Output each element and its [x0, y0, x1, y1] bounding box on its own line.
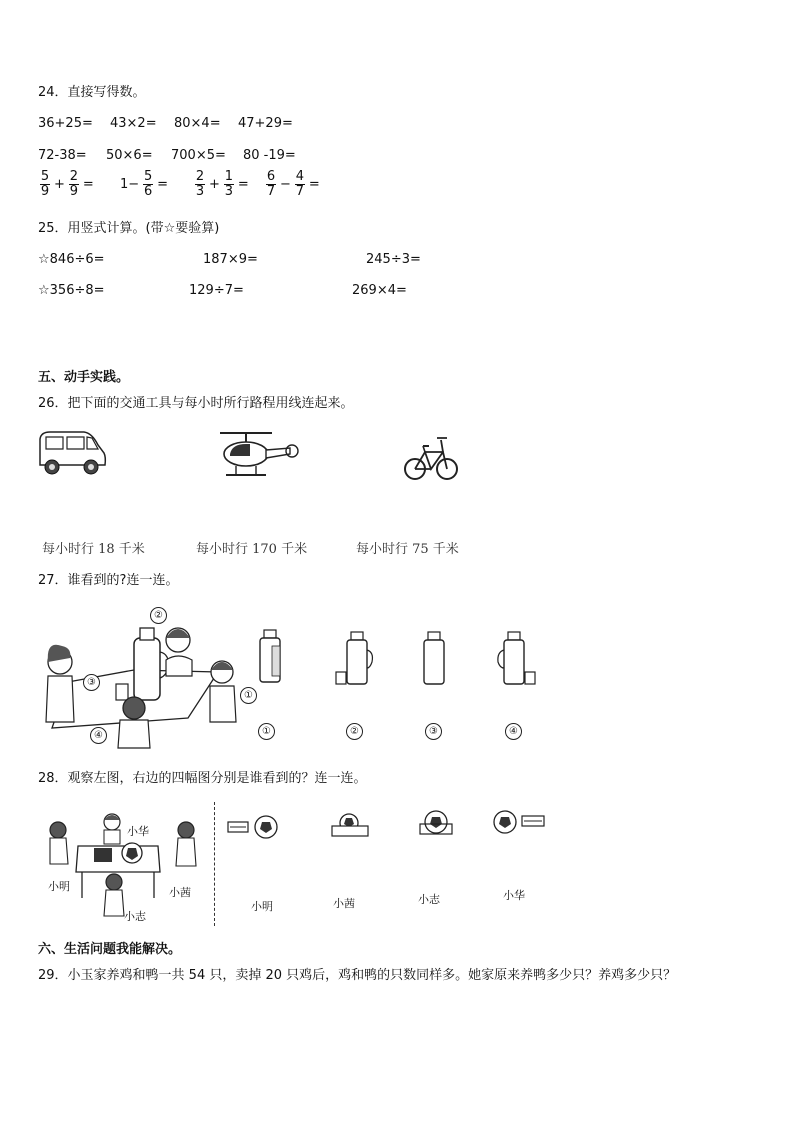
view-label: 小志	[418, 893, 440, 906]
equals: =	[308, 177, 320, 192]
car-icon	[36, 427, 108, 477]
denominator: 3	[224, 184, 234, 199]
person-label: 小茜	[169, 886, 191, 899]
q25-item: 129÷7=	[189, 283, 244, 298]
denominator: 6	[144, 184, 153, 199]
numerator: 5	[144, 169, 153, 184]
bicycle-icon	[403, 424, 459, 486]
view-ball-on-box-icon	[330, 812, 370, 838]
scene-marker: ④	[90, 727, 107, 744]
q24-item: 80×4=	[174, 116, 221, 131]
operator: 1−	[120, 177, 140, 192]
helicopter-icon	[216, 428, 300, 484]
section-title: 五、动手实践。	[38, 370, 130, 385]
view-number: ②	[346, 723, 363, 740]
equals: =	[157, 177, 169, 192]
q24-item: 700×5=	[171, 148, 226, 163]
view-box-ball-icon	[226, 814, 280, 840]
numerator: 5	[40, 169, 50, 184]
speed-label: 每小时行 170 千米	[196, 542, 308, 557]
denominator: 7	[295, 184, 305, 199]
thermos-view-icon	[258, 628, 284, 684]
denominator: 9	[69, 184, 79, 199]
view-label: 小华	[503, 889, 525, 902]
view-ball-on-box-icon	[416, 810, 456, 836]
q24-title: 24．直接写得数。	[38, 85, 146, 100]
person-label: 小明	[48, 880, 70, 893]
q25-title: 25．用竖式计算。(带☆要验算)	[38, 221, 220, 236]
q25-item: ☆846÷6=	[38, 252, 105, 267]
numerator: 2	[195, 169, 205, 184]
q26-title: 26．把下面的交通工具与每小时所行路程用线连起来。	[38, 396, 354, 411]
operator: +	[54, 177, 65, 192]
view-ball-box-icon	[492, 808, 548, 836]
q25-item: ☆356÷8=	[38, 283, 105, 298]
thermos-view-icon	[334, 630, 378, 686]
equals: =	[82, 177, 94, 192]
q24-item: 50×6=	[106, 148, 153, 163]
q25-item: 269×4=	[352, 283, 407, 298]
speed-label: 每小时行 18 千米	[42, 542, 145, 557]
denominator: 3	[195, 184, 205, 199]
person-label: 小志	[124, 910, 146, 923]
q24-item: 72-38=	[38, 148, 87, 163]
denominator: 7	[266, 184, 276, 199]
divider	[214, 802, 215, 926]
operator: +	[209, 177, 220, 192]
view-label: 小茜	[333, 897, 355, 910]
operator: −	[280, 177, 291, 192]
scene-marker: ①	[240, 687, 257, 704]
q25-item: 245÷3=	[366, 252, 421, 267]
speed-label: 每小时行 75 千米	[356, 542, 459, 557]
q24-fraction-3	[193, 170, 251, 199]
view-number: ①	[258, 723, 275, 740]
numerator: 6	[266, 169, 276, 184]
thermos-view-icon	[494, 630, 538, 686]
q24-item: 80 -19=	[243, 148, 296, 163]
q28-title: 28．观察左图，右边的四幅图分别是谁看到的？连一连。	[38, 771, 367, 786]
q24-fraction-4	[264, 170, 322, 199]
scene-marker: ③	[83, 674, 100, 691]
q29-text: 29．小玉家养鸡和鸭一共 54 只，卖掉 20 只鸡后，鸡和鸭的只数同样多。她家原来养鸭多少只？养鸡多少只？	[38, 968, 677, 983]
numerator: 1	[224, 169, 234, 184]
q24-fraction-1	[38, 170, 96, 199]
person-label: 小华	[127, 825, 149, 838]
scene-marker: ②	[150, 607, 167, 624]
numerator: 2	[69, 169, 79, 184]
q24-item: 36+25=	[38, 116, 93, 131]
view-number: ③	[425, 723, 442, 740]
table-scene-illustration	[38, 600, 250, 752]
q24-item: 47+29=	[238, 116, 293, 131]
view-number: ④	[505, 723, 522, 740]
q25-item: 187×9=	[203, 252, 258, 267]
thermos-view-icon	[420, 630, 448, 686]
q27-title: 27．谁看到的?连一连。	[38, 573, 179, 588]
q24-fraction-2	[118, 170, 170, 199]
equals: =	[237, 177, 249, 192]
section-title: 六、生活问题我能解决。	[38, 942, 182, 957]
numerator: 4	[295, 169, 305, 184]
denominator: 9	[40, 184, 50, 199]
q24-item: 43×2=	[110, 116, 157, 131]
view-label: 小明	[251, 900, 273, 913]
